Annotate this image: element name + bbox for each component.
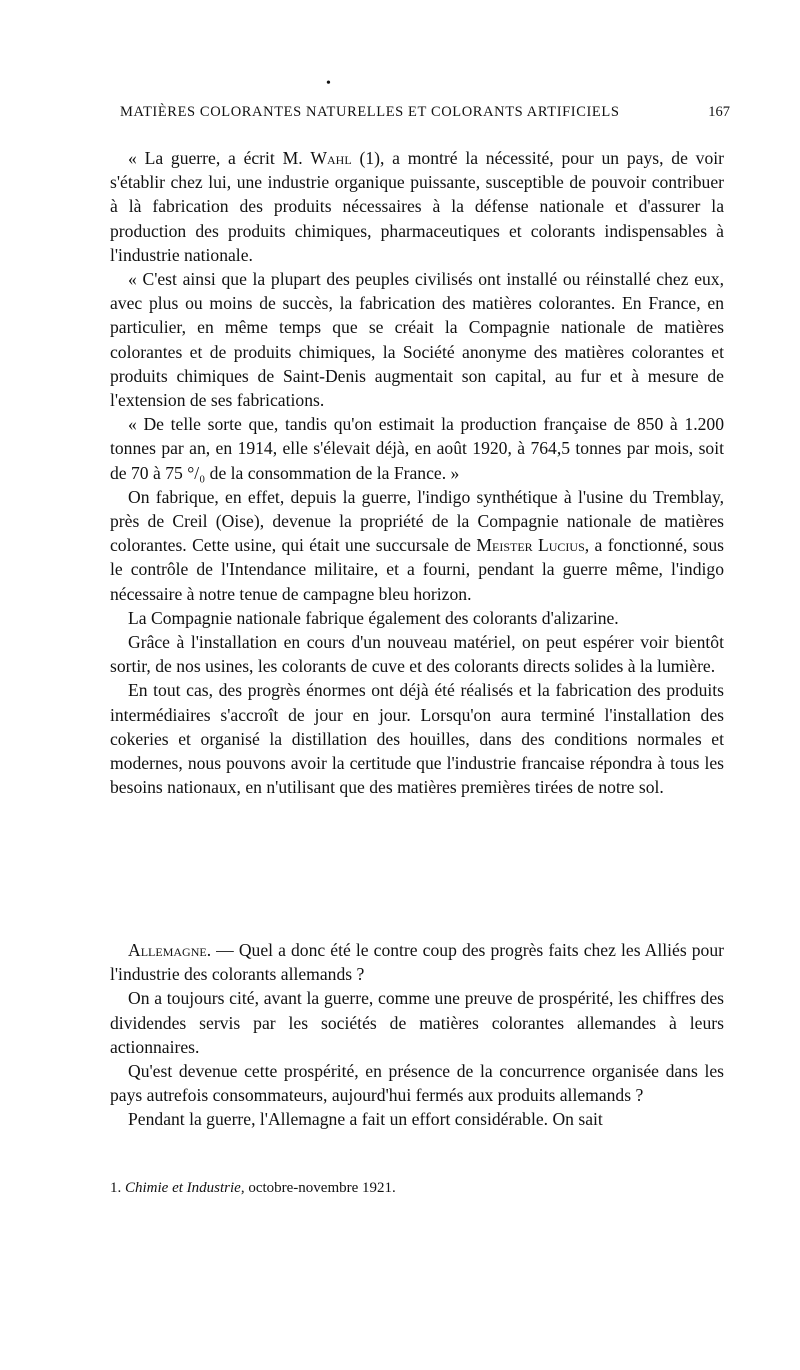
footnote [110, 1180, 396, 1197]
paragraph-8 [110, 938, 724, 986]
paragraph-1 [110, 146, 724, 267]
section-label: Allemagne. [128, 940, 212, 960]
company-name: Meister Lucius [476, 535, 585, 556]
paragraph-4-start: On fabrique, en effet, depuis la guerre, l'indigo synthétique à l'usine du Tremblay, près de Creil (Oise), devenue la propriété de la Compagnie nationale de matières colorantes. Cette usine, qui était une succursale de [110, 486, 724, 556]
paragraph-8-text: — Quel a donc été le contre coup des progrès faits chez les Alliés pour l'industrie des colorants allemands ? [110, 940, 724, 985]
paragraph-4 [110, 485, 724, 606]
paragraph-3: « De telle sorte que, tandis qu'on estimait la production française de 850 à 1.200 tonnes par an, en 1914, elle s'élevait déjà, en août 1920, à 764,5 tonnes par mois, soit de 70 à 75 °/₀ de la consommation de la France. » [110, 414, 724, 483]
author-name: Wahl [310, 148, 352, 168]
paragraph-9: On a toujours cité, avant la guerre, comme une preuve de prospérité, les chiffres des dividendes servis par les sociétés de matières colorantes allemandes à leurs actionnaires. [110, 988, 724, 1057]
section-allemagne [110, 938, 724, 1132]
paragraph-4-end: , a fonctionné, sous le contrôle de l'Intendance militaire, et a fourni, pendant la guerre même, l'indigo nécessaire à notre tenue de campagne bleu horizon. [110, 535, 725, 604]
paragraph-5: La Compagnie nationale fabrique également des colorants d'alizarine. [128, 607, 619, 628]
paragraph-10: Qu'est devenue cette prospérité, en présence de la concurrence organisée dans les pays autrefois consommateurs, aujourd'hui fermés aux produits allemands ? [110, 1061, 724, 1106]
paragraph-7: En tout cas, des progrès énormes ont déjà été réalisés et la fabrication des produits intermédiaires s'accroît de jour en jour. Lorsqu'on aura terminé l'installation des cokeries et organisé la distillation des houilles, dans des conditions normales et modernes, nous pouvons avoir la certitude que l'industrie francaise répondra à tous les besoins nationaux, en n'utilisant que des matières premières tirées de notre sol. [110, 680, 724, 798]
ink-speck: • [326, 76, 331, 91]
page-number: 167 [708, 104, 730, 120]
main-text-block [110, 146, 724, 799]
running-head-title: MATIÈRES COLORANTES NATURELLES ET COLORANTS ARTIFICIELS [120, 104, 620, 120]
paragraph-11: Pendant la guerre, l'Allemagne a fait un effort considérable. On sait [128, 1109, 603, 1130]
paragraph-2: « C'est ainsi que la plupart des peuples civilisés ont installé ou réinstallé chez eux, avec plus ou moins de succès, la fabrication des matières colorantes. En France, en particulier, en même temps que se créait la Compagnie nationale de matières colorantes et de produits chimiques, la Société anonyme des matières colorantes et produits chimiques de Saint-Denis augmentait son capital, au fur et à mesure de l'extension de ses fabrications. [110, 269, 724, 411]
paragraph-1-end: , a montré la nécessité, pour un pays, de voir s'établir chez lui, une industrie organique puissante, susceptible de pouvoir contribuer à là fabrication des produits nécessaires à la défense nationale et d'assurer la production des produits chimiques, pharmaceutiques et colorants indispensables à l'industrie nationale. [110, 148, 724, 265]
paragraph-6: Grâce à l'installation en cours d'un nouveau matériel, on peut espérer voir bientôt sortir, de nos usines, les colorants de cuve et des colorants directs solides à la lumière. [110, 632, 724, 677]
footnote-number: 1. [110, 1180, 122, 1196]
paragraph-1-start: « La guerre, a écrit M. [128, 148, 311, 168]
footnote-title: Chimie et Industrie [125, 1180, 241, 1196]
footnote-text: , octobre-novembre 1921. [240, 1180, 396, 1196]
running-head [120, 104, 730, 121]
footnote-ref: (1) [351, 148, 380, 168]
